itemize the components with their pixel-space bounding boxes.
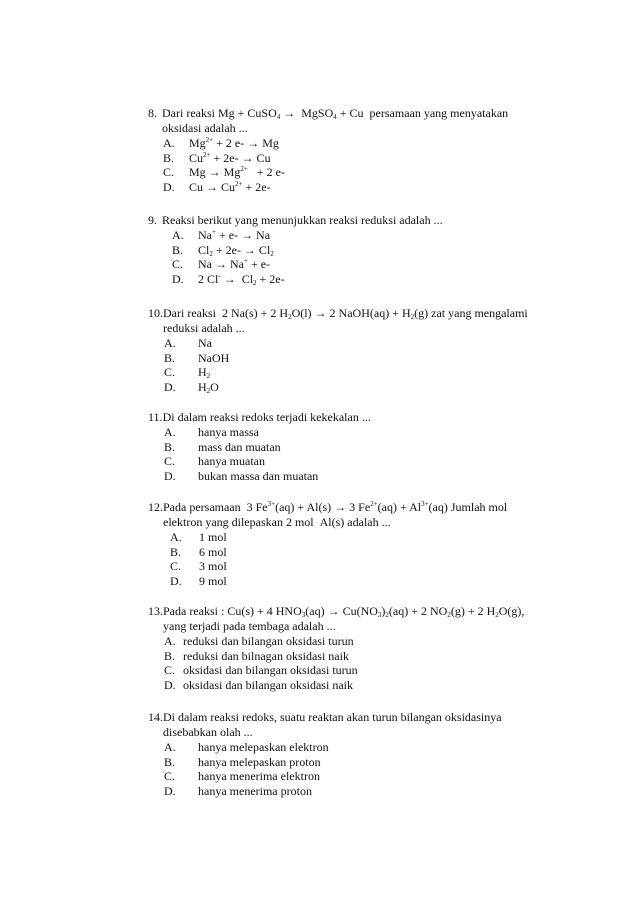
- option-text: hanya menerima elektron: [198, 769, 320, 783]
- option-text: Na: [198, 336, 212, 350]
- question-11: [148, 410, 548, 483]
- question-stem: [148, 106, 548, 136]
- option-text: 6 mol: [199, 544, 227, 559]
- option-letter: A.: [164, 740, 176, 754]
- option-letter: B.: [170, 544, 182, 559]
- question-10: [148, 306, 548, 394]
- question-9: [148, 213, 548, 286]
- option-text: bukan massa dan muatan: [198, 468, 319, 483]
- answer-option-d[interactable]: [148, 574, 548, 589]
- option-letter: C.: [164, 454, 176, 468]
- option-letter: C.: [164, 365, 176, 379]
- option-text: $Cl_2 + 2e- \to Cl_2$: [198, 242, 274, 258]
- answer-option-d[interactable]: [148, 469, 548, 484]
- question-text: Dari reaksi 2 Na(s) + 2 $H_2O(l) \to 2$ NaOH(aq) + $H_2(g)$ zat yang mengalami reduksi adalah ...: [163, 306, 528, 335]
- option-text: Na+ + e- → Na: [198, 228, 271, 242]
- option-text: hanya muatan: [198, 454, 265, 468]
- question-number: 9.: [148, 213, 157, 227]
- option-text: oksidasi dan bilangan oksidasi turun: [183, 663, 358, 677]
- option-letter: B.: [163, 150, 175, 165]
- option-text: oksidasi dan bilangan oksidasi naik: [183, 677, 353, 692]
- option-text: Na → Na+ + e-: [198, 257, 271, 271]
- option-letter: A.: [172, 228, 184, 242]
- question-stem: [148, 306, 548, 336]
- question-stem: [148, 604, 533, 634]
- question-text: Pada persamaan 3 $Fe^{3+}(aq) + Al(s) \to 3$ $Fe^{2+}(aq) + Al^{3+}(aq)$ Jumlah mol elektron yang dilepaskan 2 mol Al(s) adalah ...: [163, 500, 508, 529]
- question-number: 11.: [148, 410, 163, 424]
- answer-option-c[interactable]: [148, 165, 548, 180]
- question-8: [148, 106, 548, 194]
- option-text: $Cu^{2+} + 2e- \to Cu$: [189, 150, 271, 165]
- question-number: 13.: [148, 604, 163, 618]
- option-text: reduksi dan bilnagan oksidasi naik: [183, 648, 349, 663]
- answer-option-d[interactable]: [148, 272, 548, 287]
- option-letter: D.: [164, 677, 176, 692]
- question-12: [148, 500, 548, 588]
- answer-option-b[interactable]: [148, 545, 548, 560]
- option-letter: C.: [164, 663, 176, 677]
- option-text: reduksi dan bilangan oksidasi turun: [183, 634, 354, 648]
- option-letter: A.: [163, 136, 175, 150]
- question-text: Pada reaksi : Cu(s) + 4 $HNO_3(aq) \to Cu(NO_3)_2(aq) + 2$ $NO_2(g) + 2$ $H_2O(g)$, yang terjadi pada tembaga adalah ...: [163, 604, 525, 633]
- option-letter: B.: [164, 350, 176, 365]
- answer-option-c[interactable]: [148, 454, 548, 469]
- option-text: 9 mol: [199, 573, 227, 588]
- option-text: $Cu \to Cu^{2+} + 2e-$: [189, 179, 271, 194]
- option-letter: A.: [170, 530, 182, 544]
- question-stem: [148, 500, 548, 530]
- question-number: 12.: [148, 500, 163, 514]
- answer-option-a[interactable]: [148, 634, 533, 649]
- answer-option-c[interactable]: [148, 663, 533, 678]
- option-letter: B.: [164, 439, 176, 454]
- option-letter: D.: [164, 468, 176, 483]
- answer-option-b[interactable]: [148, 649, 533, 664]
- answer-option-c[interactable]: [148, 769, 548, 784]
- question-stem: [148, 213, 548, 228]
- option-text: NaOH: [198, 350, 230, 365]
- option-text: $Mg^{2+} + 2$ e- → Mg: [189, 136, 279, 150]
- option-letter: D.: [163, 179, 175, 194]
- answer-option-b[interactable]: [148, 151, 548, 166]
- option-letter: D.: [172, 271, 184, 286]
- option-text: $Mg \to Mg^{2+} + 2$ e-: [189, 165, 285, 179]
- answer-option-d[interactable]: [148, 180, 548, 195]
- question-number: 8.: [148, 106, 157, 120]
- question-14: [148, 710, 548, 798]
- question-number: 10.: [148, 306, 163, 320]
- option-letter: D.: [164, 783, 176, 798]
- question-text: Di dalam reaksi redoks terjadi kekekalan ...: [162, 410, 371, 424]
- option-letter: C.: [172, 257, 184, 271]
- option-text: $H_2O$: [198, 379, 219, 395]
- answer-option-b[interactable]: [148, 755, 548, 770]
- option-text: hanya melepaskan proton: [198, 754, 321, 769]
- option-text: hanya melepaskan elektron: [198, 740, 329, 754]
- answer-option-d[interactable]: [148, 380, 548, 395]
- option-letter: D.: [170, 573, 182, 588]
- question-stem: [148, 710, 548, 740]
- question-text: Di dalam reaksi redoks, suatu reaktan akan turun bilangan oksidasinya disebabkan olah ...: [163, 710, 502, 739]
- question-text: Dari reaksi Mg + CuSO$_4$ → MgSO$_4$ + Cu persamaan yang menyatakan oksidasi adalah ...: [162, 106, 509, 135]
- answer-option-b[interactable]: [148, 440, 548, 455]
- option-text: hanya massa: [198, 425, 259, 439]
- option-letter: B.: [172, 242, 184, 257]
- option-letter: B.: [164, 754, 176, 769]
- answer-option-a[interactable]: [148, 228, 548, 243]
- answer-option-a[interactable]: [148, 740, 548, 755]
- option-text: 2 $Cl^- \to Cl_2 + 2e-$: [198, 271, 285, 287]
- answer-option-d[interactable]: [148, 678, 533, 693]
- question-text: Reaksi berikut yang menunjukkan reaksi reduksi adalah ...: [162, 213, 443, 227]
- question-number: 14.: [148, 710, 163, 724]
- question-stem: [148, 410, 548, 425]
- option-text: $H_2$: [198, 365, 211, 380]
- option-letter: C.: [163, 165, 175, 179]
- option-text: 3 mol: [199, 559, 227, 573]
- answer-option-c[interactable]: [148, 365, 548, 380]
- answer-option-c[interactable]: [148, 257, 548, 272]
- option-text: hanya menerima proton: [198, 783, 312, 798]
- answer-option-a[interactable]: [148, 136, 548, 151]
- answer-option-d[interactable]: [148, 784, 548, 799]
- option-letter: A.: [164, 634, 176, 648]
- answer-option-a[interactable]: [148, 530, 548, 545]
- option-text: 1 mol: [199, 530, 227, 544]
- option-letter: D.: [164, 379, 176, 394]
- answer-option-b[interactable]: [148, 243, 548, 258]
- answer-option-b[interactable]: [148, 351, 548, 366]
- option-letter: A.: [164, 336, 176, 350]
- option-letter: A.: [164, 425, 176, 439]
- option-letter: B.: [164, 648, 176, 663]
- answer-option-a[interactable]: [148, 425, 548, 440]
- option-text: mass dan muatan: [198, 439, 281, 454]
- option-letter: C.: [164, 769, 176, 783]
- question-13: [148, 604, 533, 692]
- option-letter: C.: [170, 559, 182, 573]
- answer-option-c[interactable]: [148, 559, 548, 574]
- answer-option-a[interactable]: [148, 336, 548, 351]
